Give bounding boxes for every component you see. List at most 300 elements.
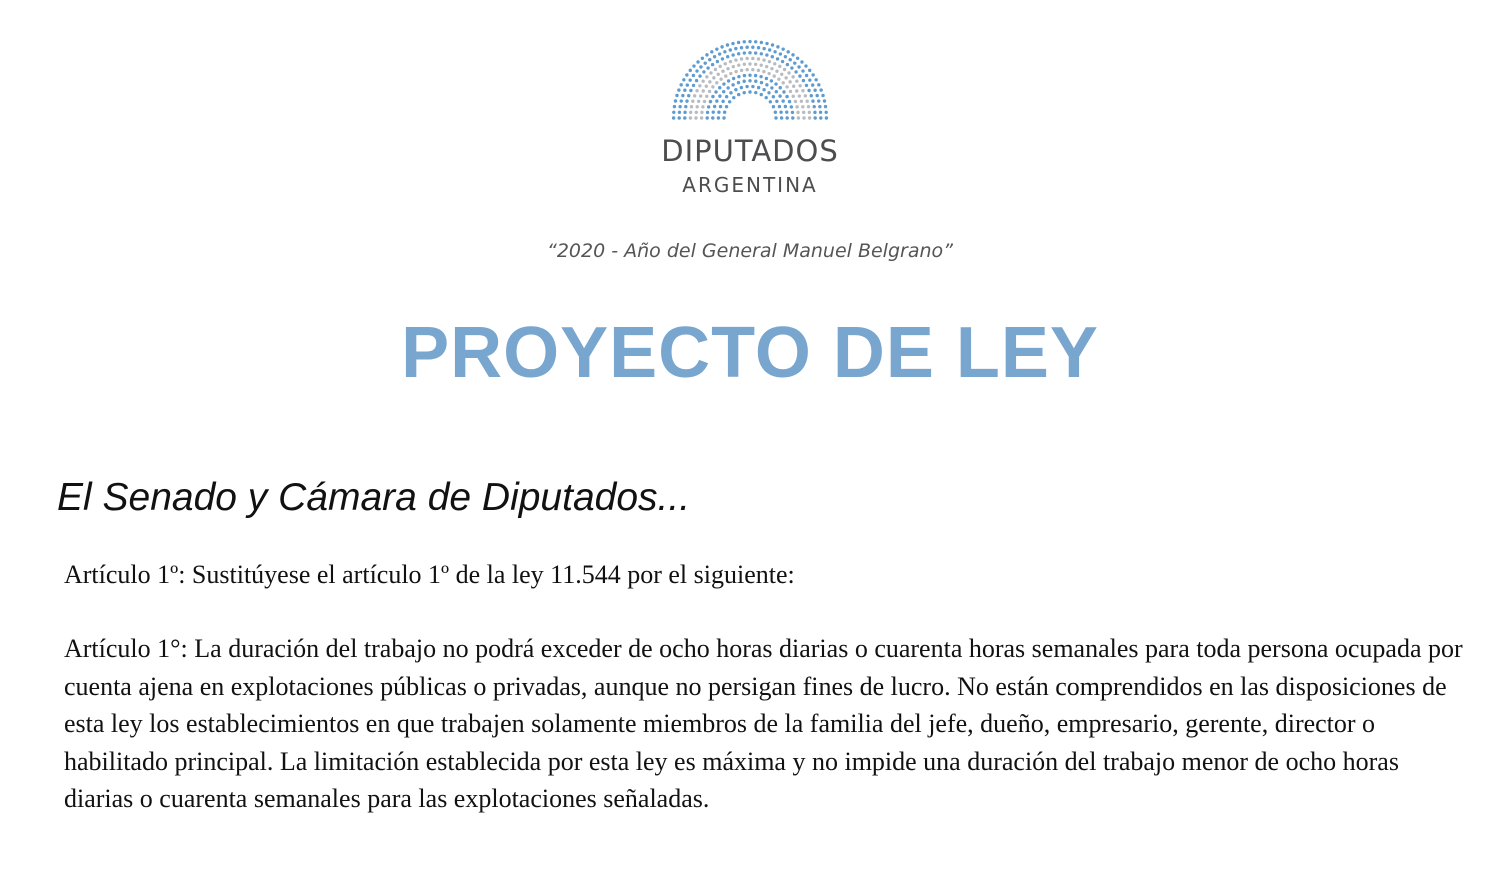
document-title: PROYECTO DE LEY	[401, 313, 1099, 393]
seat-dot	[684, 105, 687, 108]
seat-dot	[800, 60, 803, 63]
seat-dot	[692, 84, 695, 87]
seat-dot	[722, 116, 725, 119]
seat-dot	[706, 66, 709, 69]
seat-dot	[760, 93, 763, 96]
seat-dot	[779, 86, 782, 89]
seat-dot	[745, 85, 748, 88]
seat-dot	[783, 68, 786, 71]
seat-dot	[689, 116, 692, 119]
seat-dot	[717, 116, 720, 119]
seat-dot	[819, 111, 822, 114]
seat-dot	[698, 84, 701, 87]
seat-dot	[819, 88, 822, 91]
seat-dot	[734, 88, 737, 91]
seat-dot	[743, 40, 746, 43]
seat-dot	[737, 81, 740, 84]
seat-dot	[793, 61, 796, 64]
seat-dot	[672, 111, 675, 114]
seat-dot	[762, 47, 765, 50]
seat-dot	[695, 69, 698, 72]
seat-dot	[804, 64, 807, 67]
seat-dot	[688, 78, 691, 81]
seat-dot	[692, 74, 695, 77]
seat-dot	[797, 116, 800, 119]
seat-dot	[731, 42, 734, 45]
seat-dot	[781, 60, 784, 63]
seat-dot	[801, 69, 804, 72]
seat-dot	[721, 70, 724, 73]
seat-dot	[771, 43, 774, 46]
seat-dot	[788, 80, 791, 83]
seat-dot	[808, 78, 811, 81]
seat-dot	[701, 79, 704, 82]
seat-dot	[715, 99, 718, 102]
seat-dot	[720, 45, 723, 48]
seat-dot	[815, 94, 818, 97]
seat-dot	[789, 90, 792, 93]
preamble-text: El Senado y Cámara de Diputados...	[57, 476, 691, 519]
seat-dot	[711, 85, 714, 88]
seat-dot	[782, 90, 785, 93]
seat-dot	[743, 51, 746, 54]
seat-dot	[687, 94, 690, 97]
seat-dot	[776, 57, 779, 60]
seat-dot	[825, 116, 828, 119]
seat-dot	[679, 83, 682, 86]
seat-dot	[796, 57, 799, 60]
seat-dot	[787, 71, 790, 74]
seat-dot	[683, 89, 686, 92]
seat-dot	[699, 65, 702, 68]
seat-dot	[773, 50, 776, 53]
seat-dot	[724, 62, 727, 65]
seat-dot	[727, 79, 730, 82]
seat-dot	[760, 63, 763, 66]
seat-dot	[765, 42, 768, 45]
seat-dot	[711, 63, 714, 66]
seat-dot	[759, 75, 762, 78]
seat-dot	[729, 91, 732, 94]
seat-dot	[784, 55, 787, 58]
seat-dot	[686, 83, 689, 86]
seat-dot	[754, 51, 757, 54]
seat-dot	[785, 110, 788, 113]
seat-dot	[774, 82, 777, 85]
seat-dot	[701, 57, 704, 60]
seat-dot	[709, 100, 712, 103]
seat-dot	[824, 105, 827, 108]
seat-dot	[685, 99, 688, 102]
seat-dot	[689, 89, 692, 92]
seat-dot	[789, 58, 792, 61]
seat-dot	[706, 111, 709, 114]
seat-dot	[705, 95, 708, 98]
seat-dot	[737, 63, 740, 66]
seat-dot	[767, 91, 770, 94]
seat-dot	[797, 65, 800, 68]
seat-dot	[728, 100, 731, 103]
seat-dot	[762, 70, 765, 73]
seat-dot	[813, 89, 816, 92]
seat-dot	[781, 99, 784, 102]
seat-dot	[737, 93, 740, 96]
seat-dot	[697, 100, 700, 103]
seat-dot	[708, 80, 711, 83]
seat-dot	[748, 74, 751, 77]
seat-dot	[725, 105, 728, 108]
seat-dot	[804, 94, 807, 97]
seat-dot	[800, 100, 803, 103]
brand-name: DIPUTADOS	[661, 134, 839, 168]
seat-dot	[701, 105, 704, 108]
seat-dot	[692, 64, 695, 67]
seat-dot	[707, 105, 710, 108]
seat-dot	[706, 116, 709, 119]
seat-dot	[798, 94, 801, 97]
seat-dot	[808, 111, 811, 114]
seat-dot	[779, 52, 782, 55]
seat-dot	[678, 116, 681, 119]
seat-dot	[748, 79, 751, 82]
seat-dot	[773, 62, 776, 65]
seat-dot	[823, 99, 826, 102]
seat-dot	[695, 111, 698, 114]
seat-dot	[709, 71, 712, 74]
seat-dot	[719, 65, 722, 68]
seat-dot	[775, 100, 778, 103]
seat-dot	[681, 94, 684, 97]
seat-dot	[785, 95, 788, 98]
seat-dot	[765, 83, 768, 86]
seat-dot	[757, 69, 760, 72]
seat-dot	[748, 40, 751, 43]
seat-dot	[778, 65, 781, 68]
seat-dot	[798, 74, 801, 77]
seat-dot	[791, 53, 794, 56]
seat-dot	[787, 50, 790, 53]
seat-dot	[762, 58, 765, 61]
seat-dot	[690, 105, 693, 108]
seat-dot	[723, 111, 726, 114]
seat-dot	[791, 111, 794, 114]
seat-dot	[792, 95, 795, 98]
seat-dot	[778, 105, 781, 108]
seat-dot	[673, 105, 676, 108]
seat-dot	[702, 70, 705, 73]
seat-dot	[725, 95, 728, 98]
brand-country: ARGENTINA	[682, 173, 818, 197]
seat-dot	[740, 86, 743, 89]
seat-dot	[788, 100, 791, 103]
seat-dot	[811, 99, 814, 102]
seat-dot	[705, 53, 708, 56]
seat-dot	[814, 78, 817, 81]
seat-dot	[774, 116, 777, 119]
seat-dot	[754, 63, 757, 66]
seat-dot	[695, 105, 698, 108]
seat-dot	[685, 73, 688, 76]
seat-dot	[751, 46, 754, 49]
seat-dot	[795, 79, 798, 82]
seat-dot	[731, 53, 734, 56]
seat-dot	[792, 85, 795, 88]
seat-dot	[674, 99, 677, 102]
seat-dot	[740, 46, 743, 49]
seat-dot	[817, 83, 820, 86]
seat-dot	[715, 81, 718, 84]
seat-dot	[705, 75, 708, 78]
seat-dot	[813, 111, 816, 114]
seat-dot	[743, 63, 746, 66]
seat-dot	[732, 96, 735, 99]
seat-dot	[795, 89, 798, 92]
seat-dot	[748, 51, 751, 54]
seat-dot	[757, 46, 760, 49]
seat-dot	[714, 90, 717, 93]
seat-dot	[745, 68, 748, 71]
seat-dot	[802, 111, 805, 114]
seat-dot	[713, 55, 716, 58]
seat-dot	[683, 116, 686, 119]
seat-dot	[737, 52, 740, 55]
seat-dot	[784, 105, 787, 108]
seat-dot	[721, 57, 724, 60]
article-paragraph: Artículo 1°: La duración del trabajo no podrá exceder de ocho horas diarias o cuarenta horas semanales para toda persona ocupada por cuenta ajena en explotaciones públicas o privadas, aunque no persigan fines de lucro. No están comprendidos en las disposiciones de esta ley los establecimientos en que trabajen solamente miembros de la familia del jefe, dueño, empresario, gerente, director o habilitado principal. La limitación establecida por esta ley es máxima y no impide una duración del trabajo menor de ocho horas diarias o cuarenta semanales para las explotaciones señaladas.	[64, 634, 1463, 813]
seat-dot	[772, 105, 775, 108]
seat-dot	[814, 116, 817, 119]
seat-dot	[777, 77, 780, 80]
seat-dot	[737, 75, 740, 78]
seat-dot	[801, 105, 804, 108]
seat-dot	[813, 105, 816, 108]
seat-dot	[732, 77, 735, 80]
seat-dot	[760, 41, 763, 44]
seat-dot	[734, 70, 737, 73]
seat-dot	[726, 43, 729, 46]
seat-dot	[754, 74, 757, 77]
seat-dot	[714, 68, 717, 71]
seat-dot	[748, 90, 751, 93]
seat-dot	[703, 100, 706, 103]
seat-dot	[704, 61, 707, 64]
seat-dot	[765, 77, 768, 80]
seat-dot	[743, 91, 746, 94]
seat-dot	[683, 111, 686, 114]
seat-dot	[751, 57, 754, 60]
seat-dot	[712, 110, 715, 113]
seat-dot	[721, 100, 724, 103]
seat-dot	[689, 111, 692, 114]
seat-dot	[711, 116, 714, 119]
seat-dot	[745, 46, 748, 49]
article-paragraph: Artículo 1º: Sustitúyese el artículo 1º de la ley 11.544 por el siguiente:	[64, 560, 795, 589]
seat-dot	[716, 60, 719, 63]
seat-dot	[705, 85, 708, 88]
seat-dot	[708, 58, 711, 61]
seat-dot	[719, 105, 722, 108]
seat-dot	[672, 116, 675, 119]
seat-dot	[717, 110, 720, 113]
seat-dot	[751, 68, 754, 71]
seat-dot	[760, 81, 763, 84]
seat-dot	[700, 111, 703, 114]
year-motto: “2020 - Año del General Manuel Belgrano”	[547, 240, 953, 262]
seat-dot	[780, 73, 783, 76]
seat-dot	[775, 70, 778, 73]
seat-dot	[781, 47, 784, 50]
seat-dot	[693, 94, 696, 97]
seat-dot	[718, 94, 721, 97]
seat-dot	[711, 95, 714, 98]
seat-dot	[713, 105, 716, 108]
seat-dot	[782, 81, 785, 84]
seat-dot	[775, 90, 778, 93]
seat-dot	[726, 55, 729, 58]
seat-dot	[717, 73, 720, 76]
seat-dot	[771, 55, 774, 58]
seat-dot	[791, 75, 794, 78]
seat-dot	[810, 94, 813, 97]
seat-dot	[794, 70, 797, 73]
seat-dot	[762, 88, 765, 91]
seat-dot	[722, 90, 725, 93]
seat-dot	[795, 105, 798, 108]
seat-dot	[767, 72, 770, 75]
seat-dot	[769, 100, 772, 103]
seat-dot	[696, 60, 699, 63]
seat-dot	[811, 83, 814, 86]
seat-dot	[801, 89, 804, 92]
seat-dot	[772, 95, 775, 98]
seat-dot	[710, 50, 713, 53]
seat-dot	[729, 60, 732, 63]
seat-dot	[680, 99, 683, 102]
seat-dot	[760, 52, 763, 55]
seat-dot	[786, 116, 789, 119]
seat-dot	[765, 96, 768, 99]
seat-dot	[689, 69, 692, 72]
seat-dot	[768, 48, 771, 51]
seat-dot	[768, 60, 771, 63]
seat-dot	[740, 57, 743, 60]
seat-dot	[784, 76, 787, 79]
seat-dot	[698, 74, 701, 77]
seat-dot	[695, 79, 698, 82]
seat-dot	[699, 94, 702, 97]
seat-dot	[817, 99, 820, 102]
seat-dot	[719, 77, 722, 80]
seat-dot	[677, 88, 680, 91]
seat-dot	[708, 90, 711, 93]
seat-dot	[751, 85, 754, 88]
seat-dot	[774, 111, 777, 114]
seat-dot	[757, 86, 760, 89]
seat-dot	[785, 85, 788, 88]
seat-dot	[770, 86, 773, 89]
seat-dot	[729, 72, 732, 75]
seat-dot	[818, 105, 821, 108]
seat-dot	[770, 79, 773, 82]
seat-dot	[779, 110, 782, 113]
seat-dot	[811, 73, 814, 76]
seat-dot	[691, 100, 694, 103]
seat-dot	[678, 105, 681, 108]
seat-dot	[807, 105, 810, 108]
seat-dot	[734, 58, 737, 61]
seat-dot	[682, 78, 685, 81]
seat-dot	[694, 116, 697, 119]
hemicycle-icon	[665, 38, 835, 123]
seat-dot	[808, 116, 811, 119]
seat-dot	[776, 45, 779, 48]
seat-dot	[778, 94, 781, 97]
seat-dot	[726, 67, 729, 70]
seat-dot	[794, 100, 797, 103]
seat-dot	[786, 63, 789, 66]
seat-dot	[819, 116, 822, 119]
seat-dot	[675, 94, 678, 97]
seat-dot	[715, 47, 718, 50]
seat-dot	[742, 80, 745, 83]
seat-dot	[726, 86, 729, 89]
seat-dot	[765, 53, 768, 56]
seat-dot	[731, 83, 734, 86]
seat-dot	[700, 116, 703, 119]
seat-dot	[805, 84, 808, 87]
seat-dot	[734, 47, 737, 50]
seat-dot	[695, 89, 698, 92]
seat-dot	[678, 111, 681, 114]
seat-dot	[802, 116, 805, 119]
seat-dot	[702, 89, 705, 92]
seat-dot	[821, 94, 824, 97]
seat-dot	[773, 74, 776, 77]
seat-dot	[723, 50, 726, 53]
seat-dot	[722, 82, 725, 85]
diputados-logo	[0, 0, 1500, 210]
seat-dot	[732, 65, 735, 68]
seat-dot	[718, 52, 721, 55]
seat-dot	[754, 91, 757, 94]
seat-dot	[805, 74, 808, 77]
seat-dot	[807, 89, 810, 92]
seat-dot	[765, 65, 768, 68]
seat-dot	[754, 40, 757, 43]
seat-dot	[790, 66, 793, 69]
seat-dot	[824, 111, 827, 114]
seat-dot	[743, 74, 746, 77]
seat-dot	[808, 69, 811, 72]
seat-dot	[712, 76, 715, 79]
seat-dot	[754, 80, 757, 83]
seat-dot	[745, 57, 748, 60]
seat-dot	[791, 116, 794, 119]
seat-dot	[790, 105, 793, 108]
seat-dot	[757, 57, 760, 60]
seat-dot	[805, 100, 808, 103]
seat-dot	[729, 48, 732, 51]
seat-dot	[737, 41, 740, 44]
seat-dot	[796, 111, 799, 114]
seat-dot	[780, 116, 783, 119]
seat-dot	[770, 67, 773, 70]
seat-dot	[798, 84, 801, 87]
seat-dot	[724, 74, 727, 77]
seat-dot	[718, 86, 721, 89]
seat-dot	[748, 62, 751, 65]
seat-dot	[740, 69, 743, 72]
